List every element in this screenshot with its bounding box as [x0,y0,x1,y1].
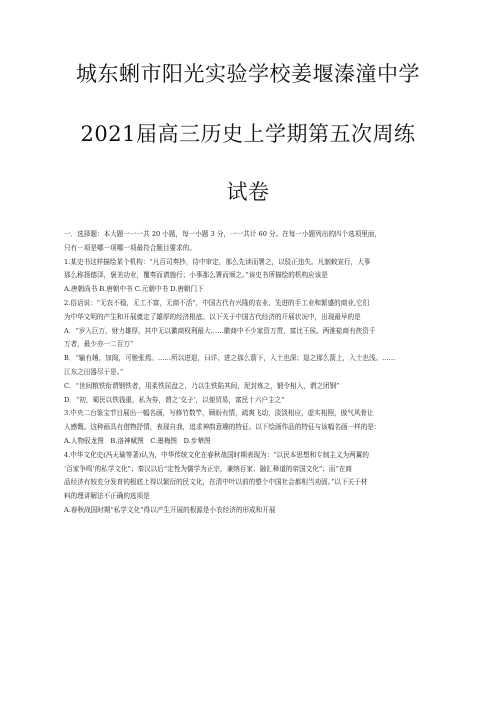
question-body [64,228,438,518]
title-line-3: 试卷 [226,180,270,204]
question-2-option-a-line-2: 万者，最少亦一二百万” [64,340,134,349]
question-2-line-2: 为中华文明的产生和开展奠定了雄厚的经济根底。以下关于中国古代经济的开展状况中，出现最早的是 [64,312,361,321]
question-2-option-d: D．“初，蜀民以铁钱重，私为券，谓之‘交子’，以便贸易，富民十六户主之” [64,395,285,404]
question-4-line-1: 4.中华文化史(冯天瑜等著)认为，中华传统文化在春秋战国时期表现为：“以民本思想和专制主义为两翼的 [64,450,369,459]
question-2-option-b-line-2: 江东之田器尽于是。” [64,367,124,376]
question-3-line-2: 人感慨。这种画具有借物抒情，表现自我，追求神韵意趣的特征。以下绘画作品的特征与该幅名画一样的是： [64,423,381,432]
question-1-line-1: 1.某史书这样描绘某个机构：“凡百司奏抄，侍中审定，那么先读而署之，以驳正违失。凡制敕宣行，大事 [64,257,371,266]
question-2-option-b-line-1: B．“输有趟，加阁，可驰张焉。……所以进退，曰详、进之那么箭下，入土也深；退之那么箭上，入土也浅。…… [64,354,396,363]
question-4-line-2: ‘百家争鸣’的私学文化”；秦汉以后“定性为儒学为正宗，兼纳百家、融汇释道的帝国文化”；而“在商 [64,464,353,473]
question-3-line-1: 3.中央二台鉴宝节目展出一幅名画，写修竹数竿，顾盼有情，疏爽飞动，淡淡相应，虚实相照，傲气风骨让 [64,409,374,418]
title-line-2: 2021届高三历史上学期第五次周练 [80,122,416,146]
question-1-line-2: 那么称扬德泽，褒美功业，覆奏而请施行；小事那么署而颁之。”该史书所描绘的机构应该是 [64,271,328,280]
question-2-line-1: 2.俗话说：“无农不稳，无工不富，无商不活”，中国古代有兴隆的农业、先进的手工业和繁盛的商业,它们 [64,298,370,307]
question-4-option-a: A.春秋战国时期“私学文化”得以产生开展的根源是小农经济的形成和开展 [64,505,276,514]
question-4-line-4: 料的理讲解法不正确的选项是 [64,492,150,501]
question-3-options: A.人物驭龙图 B.洛神赋图 C.墨梅图 D.步辇图 [64,436,211,445]
title-line-1: 城东蜊市阳光实验学校姜堰溱潼中学 [76,62,420,86]
question-1-options: A.唐朝尚书 B.唐朝中书 C.元朝中书 D.唐朝门下 [64,285,204,294]
instructions-line-1: 一．选择题：本大题一一一共 20 小题，每一小题 3 分，一一共计 60 分。在每一小题列出的四个选项里面， [64,230,382,238]
question-2-option-a-line-1: A．“岁入巨万，财力雄厚，其中无以徽商权利最大……徽商中不少家资万贯，富比王侯。两淮盐商有挟资千 [64,326,376,335]
question-4-line-3: 品经济有较充分发育的根底上得以繁衍的民文化，在清中叶以前的整个中国社会都相当劝固。”以下关于材 [64,478,368,487]
instructions-line-2: 只有一项是哪一项哪一项最符合题目要求的。 [64,243,196,252]
question-2-option-c: C．“世间粮铁衔谓钢铁者，用柔铁屈盘之，乃以生铁陷其间，泥封炼之，锻令相入，谓之团钢” [64,381,340,390]
